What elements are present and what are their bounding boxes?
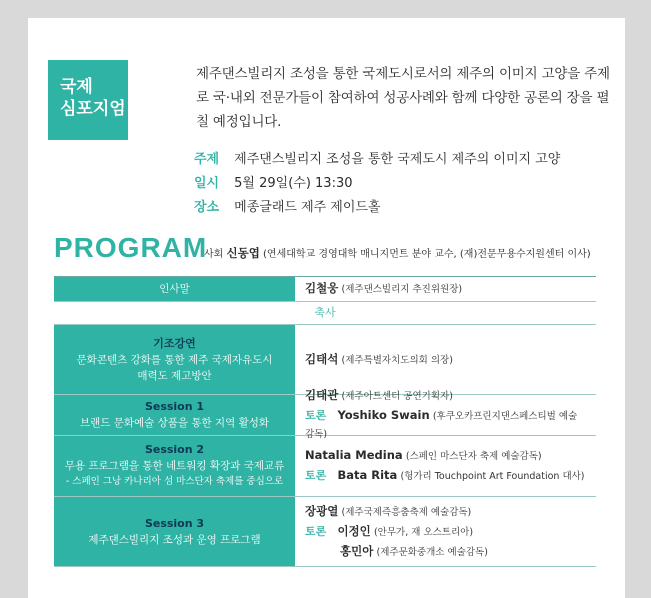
speaker-affiliation: (제주아트센터 공연기획자): [341, 391, 453, 402]
row-speakers: [295, 325, 596, 394]
badge-line-1: 국제: [60, 77, 93, 97]
row-speakers: [295, 436, 596, 496]
greeting-label: 인사말: [159, 283, 190, 295]
row-title: [54, 277, 295, 301]
table-row-session-1: [54, 388, 596, 440]
discussant-affiliation: (안무가, 재 오스트리아): [373, 526, 474, 538]
table-row-greeting: [54, 276, 596, 302]
keynote-title-line-2: 매력도 제고방안: [137, 369, 212, 382]
moderator-prefix: 사회: [204, 249, 224, 260]
discussant-affiliation: (헝가리 Touchpoint Art Foundation 대사): [400, 471, 585, 482]
row-title: [54, 395, 295, 435]
row-speakers: [295, 277, 596, 301]
intro-text: 제주댄스빌리지 조성을 통한 국제도시로서의 제주의 이미지 고양을 주제로 국·내외 전문가들이 참여하여 성공사례와 함께 다양한 공론의 장을 펼칠 예정입니다.: [196, 66, 610, 130]
poster-panel: [28, 18, 625, 598]
moderator: [204, 245, 591, 261]
keynote-title-line-1: 문화콘텐츠 강화를 통한 제주 국제자유도시: [76, 353, 273, 366]
discussion-label: 토론: [305, 469, 327, 482]
session-heading: Session 3: [144, 516, 205, 530]
speaker-affiliation: (제주국제즉흥춤축제 예술감독): [341, 506, 472, 518]
discussant-name: Bata Rita: [337, 468, 398, 482]
speaker-name: 김태석: [305, 351, 339, 366]
row-title: [54, 325, 295, 394]
session-title: 브랜드 문화예술 상품을 통한 지역 활성화: [79, 417, 270, 429]
discussion-label: 토론: [305, 409, 327, 422]
speaker-affiliation: (제주특별자치도의회 의장): [341, 354, 453, 366]
discussant-name: Yoshiko Swain: [337, 408, 430, 422]
info-value: 메종글래드 제주 제이드홀: [234, 200, 381, 215]
event-info: [194, 148, 560, 220]
session-title: 제주댄스빌리지 조성과 운영 프로그램: [88, 533, 261, 546]
congrats-label: 축사: [314, 306, 336, 319]
badge-line-2: 심포지엄: [60, 99, 126, 119]
speaker-affiliation: (스페인 마스단자 축제 예술감독): [405, 451, 542, 462]
info-key: 장소: [194, 200, 220, 215]
discussion-label: 토론: [305, 524, 327, 538]
session-heading: Session 2: [144, 443, 205, 456]
row-title: [54, 436, 295, 496]
program-heading: PROGRAM: [54, 232, 208, 263]
info-value: 제주댄스빌리지 조성을 통한 국제도시 제주의 이미지 고양: [234, 152, 561, 167]
speaker-affiliation: (제주댄스빌리지 추진위원장): [341, 284, 463, 295]
speaker-name: 김태관: [305, 388, 339, 402]
table-row-keynote: [54, 325, 596, 395]
info-key: 일시: [194, 176, 220, 191]
info-row-topic: [194, 148, 560, 172]
program-table: [54, 276, 596, 567]
table-row-congrats: [54, 302, 596, 325]
speaker-name: 김철웅: [305, 281, 339, 295]
table-row-session-3: [54, 497, 596, 567]
row-speakers: [295, 497, 596, 566]
info-value: 5월 29일(수) 13:30: [234, 176, 353, 191]
moderator-name: 신동엽: [226, 246, 260, 260]
info-key: 주제: [194, 152, 220, 167]
row-title: [54, 497, 295, 566]
info-row-date: [194, 172, 560, 196]
discussant-name: 홍민아: [340, 543, 374, 558]
info-row-venue: [194, 196, 560, 220]
speaker-name: 장광열: [305, 503, 339, 518]
moderator-desc: (연세대학교 경영대학 매니지먼트 분야 교수, (재)전문무용수지원센터 이사): [263, 249, 591, 260]
discussant-name: 이정인: [337, 523, 371, 538]
discussant-affiliation: (후쿠오카프린지댄스페스티벌 예술감독): [305, 411, 578, 440]
symposium-badge: [48, 60, 128, 140]
table-row-session-2: [54, 436, 596, 497]
session-title: 무용 프로그램을 통한 네트워킹 확장과 국제교류: [64, 460, 285, 472]
discussant-affiliation: (제주문화중개소 예술감독): [376, 546, 488, 558]
row-speakers: [295, 388, 596, 440]
session-heading: Session 1: [144, 400, 205, 413]
keynote-heading: 기조강연: [153, 336, 196, 350]
session-subtitle: - 스페인 그낭 카나리아 섬 마스단자 축제를 중심으로: [65, 476, 284, 487]
speaker-name: Natalia Medina: [305, 448, 403, 462]
